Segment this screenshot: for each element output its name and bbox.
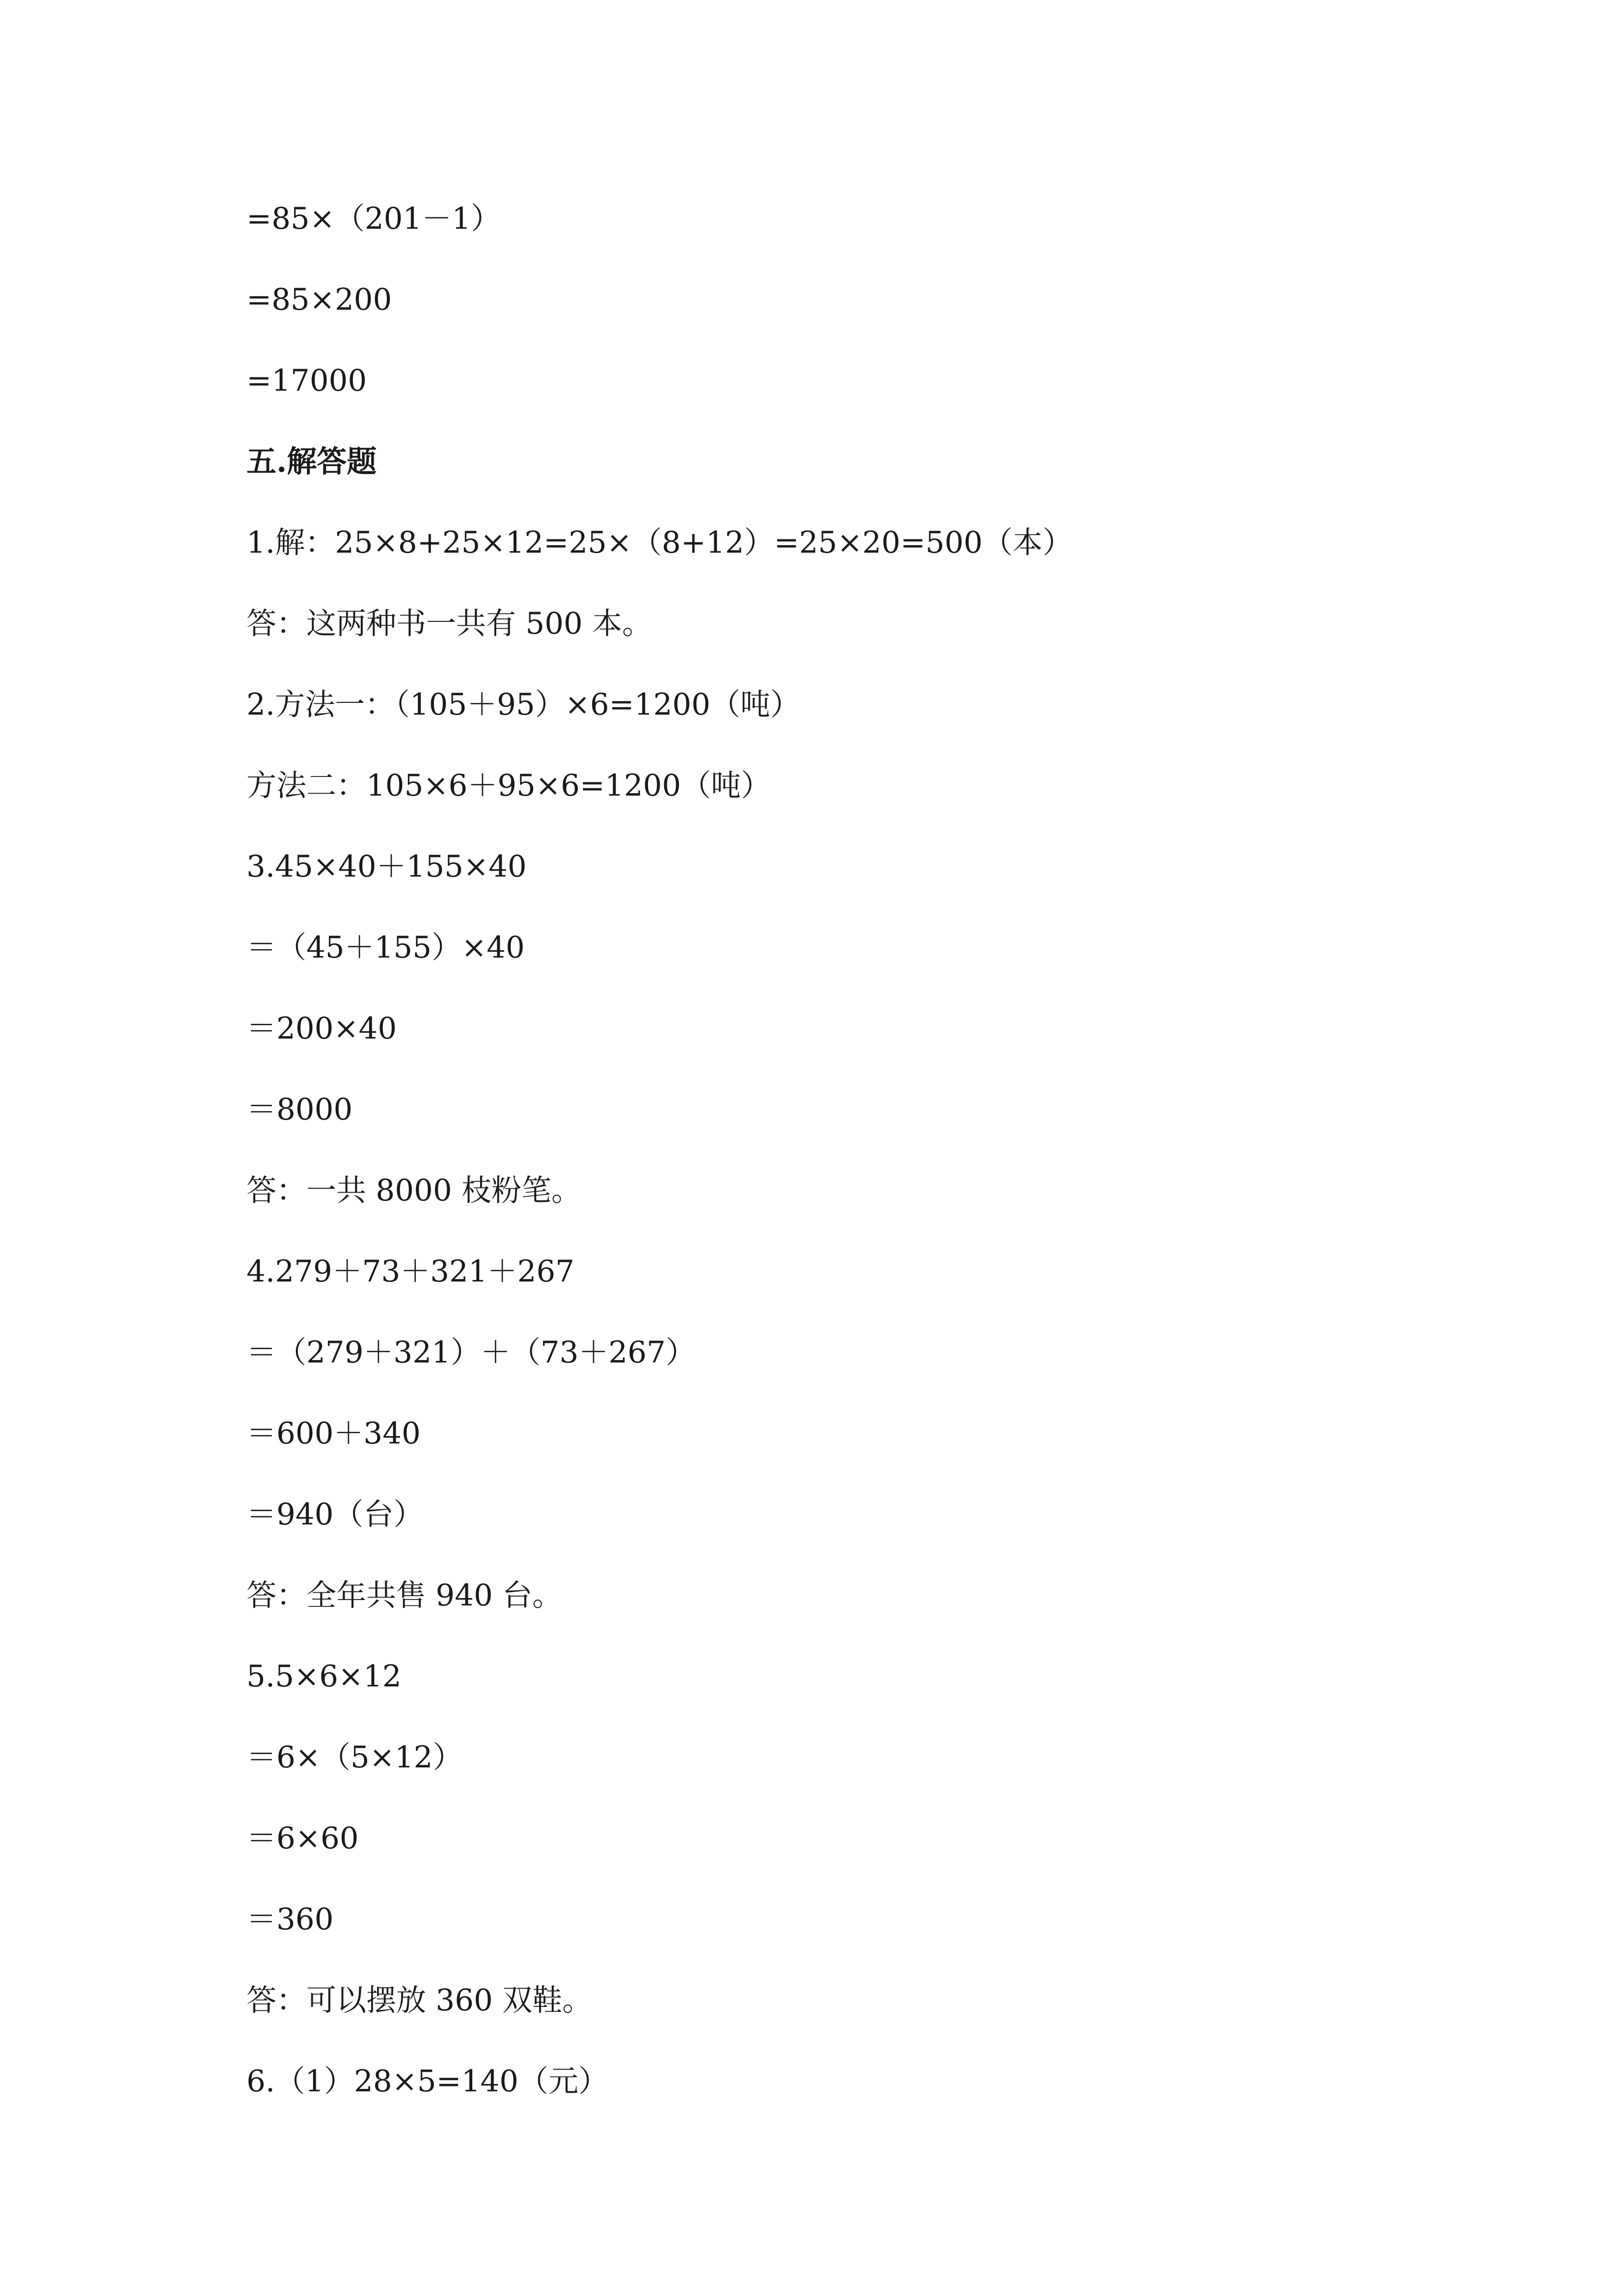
answer-1-solution: 1.解：25×8+25×12=25×（8+12）=25×20=500（本） bbox=[246, 525, 1073, 560]
answer-4-conclusion: 答：全年共售 940 台。 bbox=[246, 1578, 563, 1613]
answer-2-method-1: 2.方法一：（105＋95）×6=1200（吨） bbox=[246, 687, 801, 722]
answer-5-step-2: ＝6×（5×12） bbox=[246, 1740, 463, 1775]
answer-5-step-4: ＝360 bbox=[246, 1902, 334, 1937]
answer-4-step-4: ＝940（台） bbox=[246, 1497, 424, 1532]
answer-5-conclusion: 答：可以摆放 360 双鞋。 bbox=[246, 1983, 593, 2018]
answer-1-conclusion: 答：这两种书一共有 500 本。 bbox=[246, 606, 652, 641]
answer-6-part-1: 6.（1）28×5=140（元） bbox=[246, 2064, 609, 2099]
answer-3-conclusion: 答：一共 8000 枝粉笔。 bbox=[246, 1173, 582, 1208]
answer-3-step-1: 3.45×40＋155×40 bbox=[246, 849, 527, 884]
answer-4-step-2: ＝（279＋321）＋（73＋267） bbox=[246, 1335, 696, 1370]
calc-line-1: =85×（201－1） bbox=[246, 201, 501, 236]
section-heading: 五.解答题 bbox=[246, 444, 377, 479]
answer-5-step-3: ＝6×60 bbox=[246, 1821, 359, 1856]
calc-line-3: =17000 bbox=[246, 363, 367, 398]
answer-5-step-1: 5.5×6×12 bbox=[246, 1659, 402, 1694]
answer-3-step-3: ＝200×40 bbox=[246, 1011, 397, 1046]
answer-4-step-3: ＝600＋340 bbox=[246, 1416, 421, 1451]
answer-3-step-2: ＝（45＋155）×40 bbox=[246, 930, 525, 965]
answer-3-step-4: ＝8000 bbox=[246, 1092, 353, 1127]
answer-4-step-1: 4.279＋73＋321＋267 bbox=[246, 1254, 575, 1289]
answer-2-method-2: 方法二：105×6＋95×6=1200（吨） bbox=[246, 768, 771, 803]
calc-line-2: =85×200 bbox=[246, 282, 392, 317]
